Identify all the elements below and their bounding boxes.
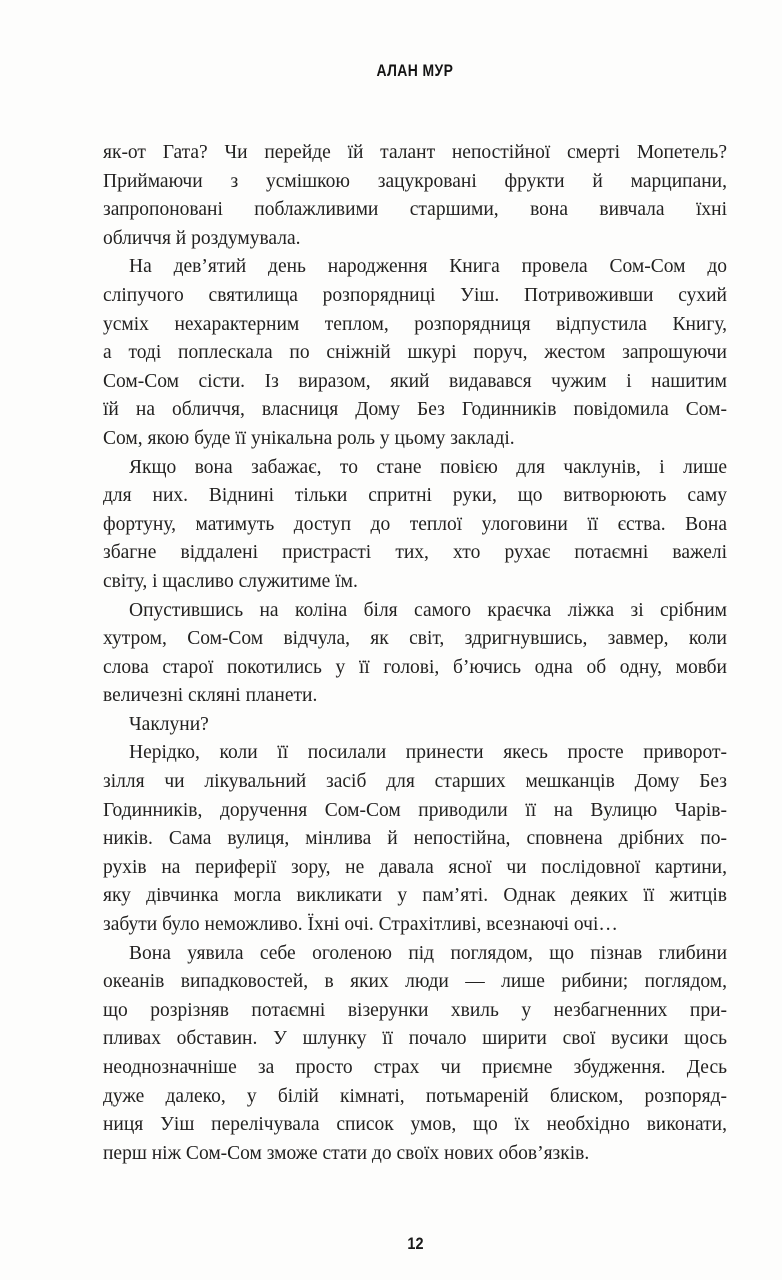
text-line: збагне віддалені пристрасті тих, хто рухає потаємні важелі xyxy=(103,542,727,564)
text-line: На дев’ятий день народження Книга провела Сом-Сом до xyxy=(129,256,727,278)
text-line: Чаклуни? xyxy=(129,713,209,735)
text-line: як-от Гата? Чи перейде їй талант непостійної смерті Мопетель? xyxy=(103,142,727,163)
page-number: 12 xyxy=(406,1234,424,1253)
text-line: Якщо вона забажає, то стане повією для чаклунів, і лише xyxy=(129,456,727,478)
text-line: обличчя й роздумувала. xyxy=(103,227,301,249)
running-header xyxy=(103,61,727,81)
text-line: запропоновані поблажливими старшими, вона вивчала їхні xyxy=(103,199,727,221)
text-line: сліпучого святилища розпорядниці Уіш. Потривоживши сухий xyxy=(103,284,727,306)
page-number-container xyxy=(103,1234,727,1254)
text-line: величезні скляні планети. xyxy=(103,685,318,707)
text-line: Вона уявила себе оголеною під поглядом, що пізнав глибини xyxy=(129,942,727,964)
text-line: Приймаючи з усмішкою зацукровані фрукти й марципани, xyxy=(103,170,727,192)
text-line: перш ніж Сом-Сом зможе стати до своїх нових обов’язків. xyxy=(103,1142,590,1164)
text-line: слова старої покотились у її голові, б’ючись одна об одну, мовби xyxy=(103,656,727,678)
text-line: світу, і щасливо служитиме їм. xyxy=(103,570,358,592)
text-line: фортуну, матимуть доступ до теплої улоговини її єства. Вона xyxy=(103,513,727,535)
text-line: для них. Віднині тільки спритні руки, що витворюють саму xyxy=(103,485,727,507)
text-line: пливах обставин. У шлунку її почало ширити свої вусики щось xyxy=(103,1028,727,1050)
text-line: неоднозначніше за просто страх чи приємне збудження. Десь xyxy=(103,1057,727,1078)
text-line: Опустившись на коліна біля самого краєчка ліжка зі срібним xyxy=(129,599,727,621)
text-line: а тоді поплескала по сніжній шкурі поруч, жестом запрошуючи xyxy=(103,342,727,364)
text-line: Нерідко, коли її посилали принести якесь просте приворот- xyxy=(129,742,727,764)
text-line: зілля чи лікувальний засіб для старших мешканців Дому Без xyxy=(103,771,727,793)
text-line: усміх нехарактерним теплом, розпорядниця відпустила Книгу, xyxy=(103,313,727,335)
text-line: що розрізняв потаємні візерунки хвиль у незбагненних при- xyxy=(103,999,727,1021)
text-line: Годинників, доручення Сом-Сом приводили її на Вулицю Чарів- xyxy=(103,799,727,821)
text-line: ників. Сама вулиця, мінлива й непостійна, сповнена дрібних по- xyxy=(103,828,727,850)
text-line: хутром, Сом-Сом відчула, як світ, здригнувшись, завмер, коли xyxy=(103,628,727,650)
text-line: Сом, якою буде її унікальна роль у цьому закладі. xyxy=(103,427,515,449)
text-line: рухів на периферії зору, не давала ясної чи послідовної картини, xyxy=(103,856,727,878)
text-line: дуже далеко, у білій кімнаті, потьмареній блиском, розпоряд- xyxy=(103,1085,727,1107)
text-line: Сом-Сом сісти. Із виразом, який видавався чужим і нашитим xyxy=(103,370,727,392)
running-header-author: АЛАН МУР xyxy=(376,61,454,80)
text-line: яку дівчинка могла викликати у пам’яті. Однак деяких її житців xyxy=(103,885,727,907)
text-line: океанів випадковостей, в яких люди — лише рибини; поглядом, xyxy=(103,971,727,993)
text-line: їй на обличчя, власниця Дому Без Годинників повідомила Сом- xyxy=(103,399,727,421)
text-line: забути було неможливо. Їхні очі. Страхітливі, всезнаючі очі… xyxy=(103,914,618,936)
body-text xyxy=(103,139,727,1168)
text-line: ниця Уіш перелічувала список умов, що їх необхідно виконати, xyxy=(103,1114,727,1136)
